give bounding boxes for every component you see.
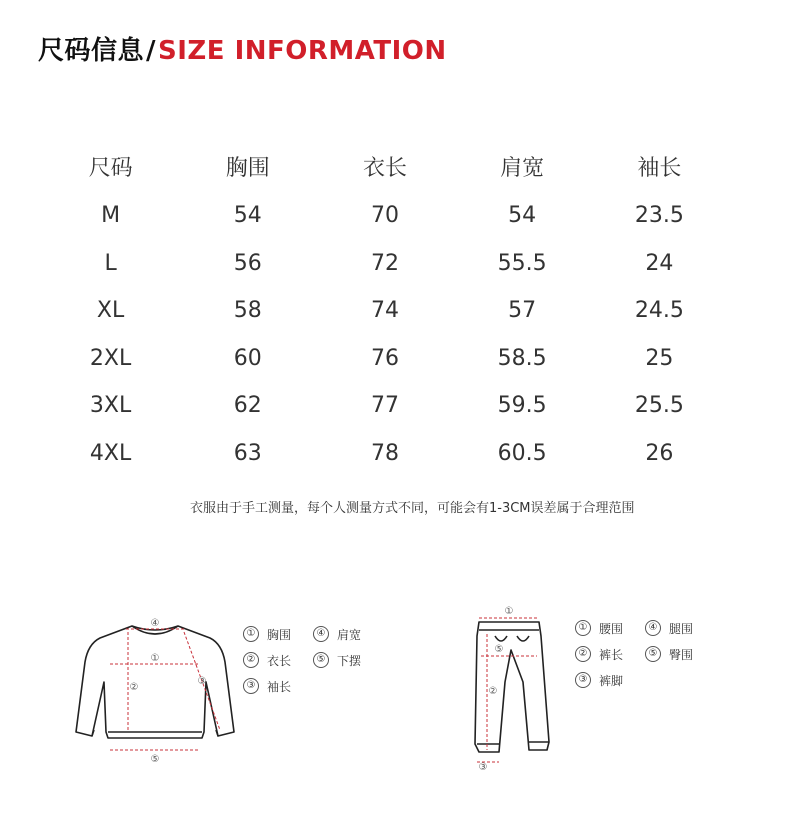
measure-label-1: ① (150, 653, 160, 664)
table-row (42, 192, 728, 240)
title-separator: / (146, 36, 157, 66)
table-cell: 63 (233, 440, 262, 466)
title-en: SIZE INFORMATION (158, 36, 447, 66)
table-cell: 70 (370, 203, 399, 229)
table-cell: 62 (233, 393, 262, 419)
table-cell: 60 (233, 345, 262, 371)
table-cell: 58 (233, 298, 262, 324)
measure-label-4: ④ (150, 618, 160, 629)
legend-item: ② 衣长 (243, 652, 313, 669)
pants-legend (575, 615, 715, 693)
measure-label-3: ③ (478, 762, 488, 773)
table-row (42, 335, 728, 383)
pants-diagram (465, 602, 555, 774)
measure-label-2: ② (129, 682, 139, 693)
table-cell: 56 (233, 250, 262, 276)
sweater-diagram (70, 612, 240, 772)
table-cell: 59.5 (497, 393, 547, 419)
measure-label-5: ⑤ (494, 644, 504, 655)
header-length: 衣长 (362, 155, 407, 181)
table-cell: 2XL (89, 345, 132, 371)
table-cell: 3XL (89, 393, 132, 419)
legend-item: ④ 腿围 (645, 620, 715, 637)
table-cell: 57 (508, 298, 537, 324)
table-cell: 78 (370, 440, 399, 466)
size-table (42, 140, 728, 477)
table-row (42, 430, 728, 478)
legend-item: ③ 袖长 (243, 678, 313, 695)
table-cell: 24 (645, 250, 674, 276)
table-cell: 26 (645, 440, 674, 466)
table-cell: 23.5 (634, 203, 684, 229)
sweater-legend (243, 621, 383, 699)
header-sleeve: 袖长 (637, 155, 682, 181)
table-cell: 24.5 (634, 298, 684, 324)
table-cell: L (104, 250, 117, 276)
table-header-row (42, 140, 728, 192)
table-cell: 60.5 (497, 440, 547, 466)
table-cell: 74 (370, 298, 399, 324)
header-shoulder: 肩宽 (500, 155, 545, 181)
legend-item: ① 腰围 (575, 620, 645, 637)
measure-label-2: ② (488, 686, 498, 697)
table-row (42, 287, 728, 335)
measure-label-1: ① (504, 606, 514, 617)
table-cell: 4XL (89, 440, 132, 466)
measure-label-5: ⑤ (150, 754, 160, 765)
table-cell: M (101, 203, 121, 229)
table-cell: 54 (233, 203, 262, 229)
table-row (42, 240, 728, 288)
table-row (42, 382, 728, 430)
page-title (38, 30, 447, 67)
legend-item: ② 裤长 (575, 646, 645, 663)
table-cell: 72 (370, 250, 399, 276)
measure-label-3: ③ (197, 676, 207, 687)
table-cell: XL (96, 298, 125, 324)
table-cell: 58.5 (497, 345, 547, 371)
measurement-note: 衣服由于手工测量，每个人测量方式不同，可能会有1-3CM误差属于合理范围 (190, 501, 635, 516)
table-cell: 25.5 (634, 393, 684, 419)
table-cell: 55.5 (497, 250, 547, 276)
header-chest: 胸围 (225, 155, 270, 181)
header-size: 尺码 (88, 155, 133, 181)
title-cn: 尺码信息 (38, 36, 145, 66)
table-cell: 25 (645, 345, 674, 371)
table-cell: 76 (370, 345, 399, 371)
legend-item: ① 胸围 (243, 626, 313, 643)
legend-item: ⑤ 臀围 (645, 646, 715, 663)
table-cell: 77 (370, 393, 399, 419)
legend-item: ⑤ 下摆 (313, 652, 383, 669)
legend-item: ③ 裤脚 (575, 672, 645, 689)
table-cell: 54 (508, 203, 537, 229)
legend-item: ④ 肩宽 (313, 626, 383, 643)
